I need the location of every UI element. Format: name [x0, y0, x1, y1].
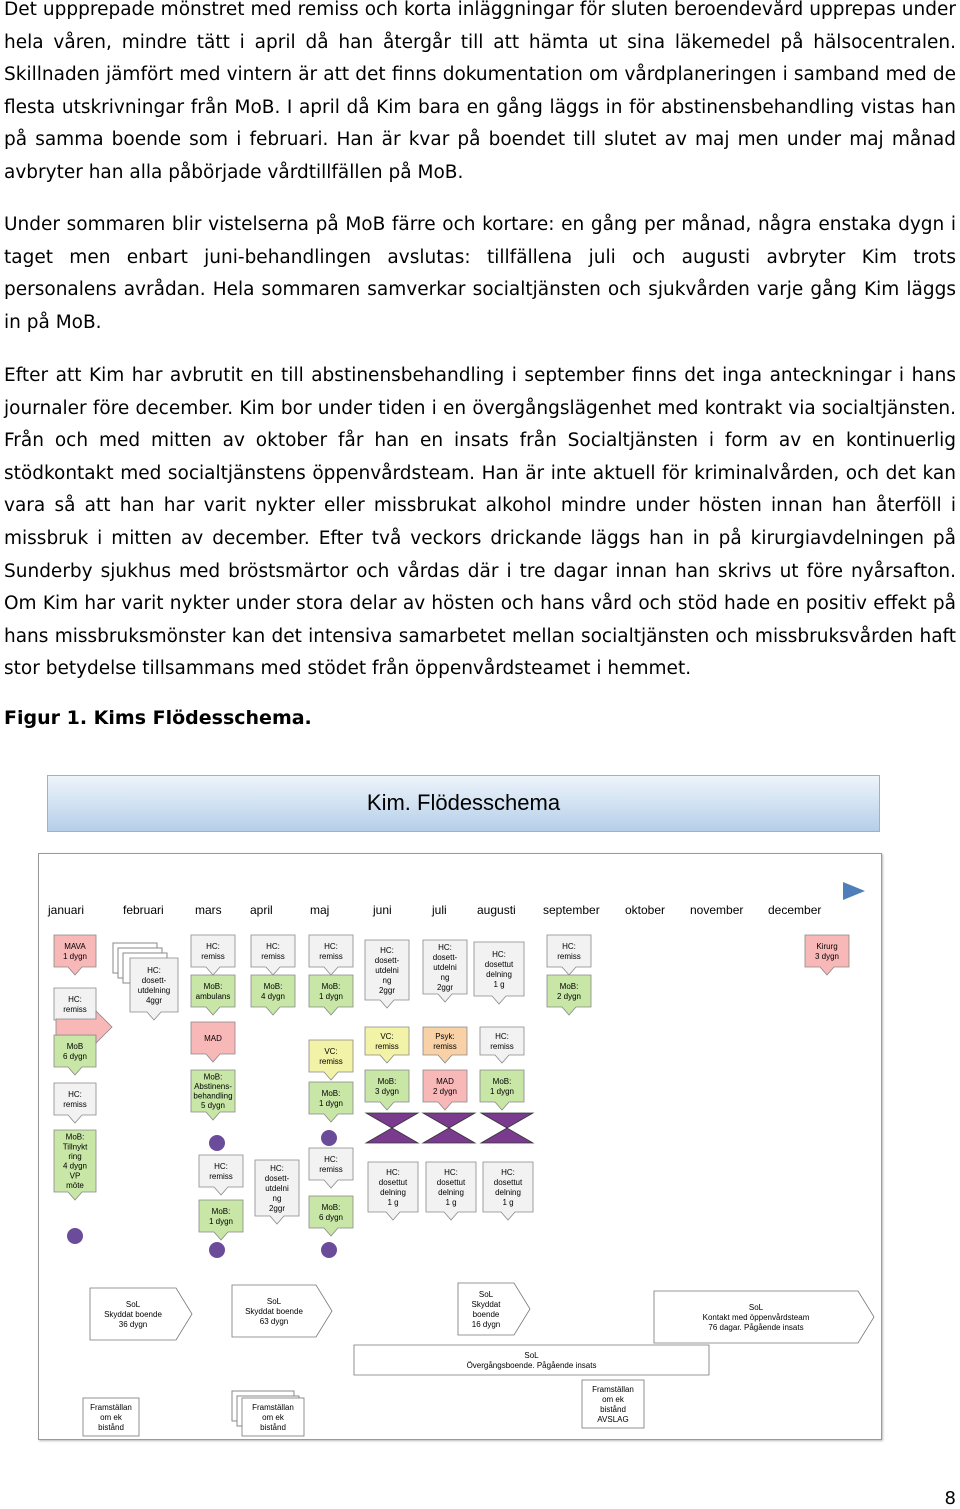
- flow-callout-box: [309, 1040, 353, 1080]
- flow-callout-box: [480, 1070, 524, 1110]
- flow-box-line: MoB:: [203, 982, 223, 991]
- flow-box-line: 1 dygn: [62, 952, 88, 961]
- flow-box-line: möte: [66, 1181, 84, 1190]
- purple-circle-marker: [321, 1242, 337, 1258]
- flow-box-line: 3 dygn: [814, 952, 840, 961]
- flow-box-line: VC:: [324, 1047, 338, 1056]
- flow-box-line: HC:: [324, 1155, 338, 1164]
- flow-box-line: 2ggr: [378, 986, 396, 995]
- flow-box-line: delning: [486, 970, 512, 979]
- flow-callout-box: [54, 1083, 96, 1123]
- sol-arrow-line: SoL: [125, 1300, 141, 1309]
- flow-box-line: 4ggr: [145, 996, 163, 1005]
- flow-callout-box: [365, 1027, 409, 1063]
- month-label: december: [768, 903, 822, 917]
- sol-arrow-line: Övergångsboende. Pågående insats: [466, 1361, 597, 1370]
- request-box: [582, 1380, 644, 1428]
- page-number: 8: [944, 1488, 956, 1509]
- month-label: oktober: [625, 903, 666, 917]
- flow-box-line: MoB:: [263, 982, 283, 991]
- flow-box-line: utdelning: [137, 986, 171, 995]
- timeline-arrow: [40, 882, 865, 900]
- flow-box-line: MoB:: [321, 982, 341, 991]
- flow-box-line: utdelni: [433, 963, 457, 972]
- flow-box-line: dosettut: [493, 1178, 523, 1187]
- flow-box-line: MAD: [436, 1077, 454, 1086]
- request-box-line: Framställan: [252, 1403, 294, 1412]
- sol-arrow: [458, 1283, 530, 1335]
- flow-box-line: 1 g: [493, 980, 505, 989]
- flow-box-line: ng: [382, 976, 392, 985]
- flow-box-line: 3 dygn: [374, 1087, 400, 1096]
- flow-callout-box: [191, 1022, 235, 1062]
- sol-arrow-line: SoL: [478, 1290, 494, 1299]
- request-box-line: om ek: [100, 1413, 122, 1422]
- figure-caption: Figur 1. Kims Flödesschema.: [4, 707, 312, 729]
- flow-box-line: HC:: [492, 950, 506, 959]
- flow-box-line: remiss: [319, 1057, 343, 1066]
- flow-box-line: HC:: [562, 942, 576, 951]
- flow-box-line: MoB:: [65, 1132, 85, 1142]
- flow-box-line: MoB:: [377, 1077, 397, 1086]
- flow-box-line: HC:: [206, 942, 220, 951]
- flow-box-line: 1 dygn: [318, 992, 344, 1001]
- flow-box-line: ring: [68, 1152, 82, 1161]
- flow-box-line: MoB:: [321, 1089, 341, 1098]
- flow-box-line: 1 dygn: [208, 1217, 234, 1226]
- flow-box-line: ng: [272, 1194, 282, 1203]
- flow-box-line: 6 dygn: [62, 1052, 88, 1061]
- flow-callout-box: [805, 935, 849, 975]
- request-box: [242, 1398, 304, 1436]
- request-box-line: om ek: [262, 1413, 284, 1422]
- flow-box-line: MoB: [66, 1042, 84, 1051]
- request-box-line: om ek: [602, 1395, 624, 1404]
- purple-circle-marker: [67, 1228, 83, 1244]
- flow-box-line: remiss: [209, 1172, 233, 1181]
- flow-box-line: HC:: [68, 1090, 82, 1099]
- flow-box-line: delning: [380, 1188, 406, 1197]
- sol-arrow-line: Skyddat: [471, 1300, 501, 1309]
- flow-box-line: HC:: [386, 1168, 400, 1177]
- sol-arrow-line: Skyddat boende: [245, 1307, 303, 1316]
- flow-callout-box: [251, 935, 295, 975]
- flow-callout-box: [309, 975, 353, 1015]
- flow-box-line: 1 g: [502, 1198, 514, 1207]
- sol-arrow-line: 16 dygn: [471, 1320, 501, 1329]
- flow-box-line: ng: [440, 973, 450, 982]
- flow-box-line: remiss: [63, 1005, 87, 1014]
- flow-box-line: remiss: [557, 952, 581, 961]
- flow-callout-box: [368, 1162, 418, 1220]
- flow-box-line: 5 dygn: [200, 1101, 226, 1110]
- request-box-line: Framställan: [592, 1385, 634, 1394]
- flow-box-line: delning: [495, 1188, 521, 1197]
- flow-callout-box: [423, 1070, 467, 1110]
- sol-arrow-line: Kontakt med öppenvårdsteam: [702, 1313, 810, 1322]
- flow-box-line: MoB:: [492, 1077, 512, 1086]
- flow-box-line: HC:: [147, 966, 161, 975]
- flow-box-line: 1 g: [445, 1198, 457, 1207]
- flow-callout-box: [199, 1200, 243, 1240]
- purple-circle-marker: [321, 1130, 337, 1146]
- month-label: maj: [310, 903, 330, 917]
- flow-box-line: HC:: [266, 942, 280, 951]
- flow-callout-box: [365, 1070, 409, 1110]
- flow-callout-box: [54, 1130, 96, 1200]
- flow-callout-box: [423, 940, 467, 1002]
- flow-box-line: MoB:: [321, 1203, 341, 1212]
- flow-box-line: HC:: [444, 1168, 458, 1177]
- flow-box-line: VC:: [380, 1032, 394, 1041]
- flow-callout-box: [191, 975, 235, 1015]
- sol-arrow-line: SoL: [266, 1297, 282, 1306]
- hourglass-marker: [423, 1113, 475, 1143]
- flow-box-line: remiss: [63, 1100, 87, 1109]
- flow-callout-box: [191, 1070, 235, 1120]
- flow-callout-box: [480, 1027, 524, 1063]
- flow-box-line: remiss: [375, 1042, 399, 1051]
- flow-callout-box: [54, 935, 96, 975]
- flow-box-line: remiss: [319, 1165, 343, 1174]
- flow-callout-box: [547, 975, 591, 1015]
- flow-box-line: HC:: [501, 1168, 515, 1177]
- month-label: februari: [123, 903, 164, 917]
- request-box-line: bistånd: [600, 1405, 626, 1414]
- flow-callout-box: [309, 935, 353, 975]
- flow-box-line: MAD: [204, 1034, 222, 1043]
- sol-arrow-line: Skyddat boende: [104, 1310, 162, 1319]
- flow-box-line: utdelni: [375, 966, 399, 975]
- sol-arrow: [232, 1285, 332, 1337]
- flow-box-line: Psyk:: [435, 1032, 455, 1041]
- flow-callout-box: [309, 1196, 353, 1236]
- flow-box-line: behandling: [193, 1091, 233, 1101]
- flow-box-line: VP: [69, 1171, 81, 1181]
- flowchart-title: Kim. Flödesschema: [366, 790, 561, 815]
- sol-arrow: [654, 1291, 874, 1343]
- month-label: november: [690, 903, 744, 917]
- hourglass-marker: [366, 1113, 418, 1143]
- month-label: augusti: [477, 903, 516, 917]
- month-label: september: [543, 903, 600, 917]
- flow-box-line: dosett-: [432, 953, 458, 962]
- flow-box-line: MAVA: [64, 942, 86, 951]
- month-label: juli: [432, 903, 447, 917]
- flow-box-line: dosett-: [374, 956, 400, 965]
- sol-arrow-line: SoL: [524, 1351, 539, 1360]
- flow-box-line: Kirurg: [816, 942, 838, 951]
- flow-box-line: delning: [438, 1188, 464, 1197]
- flow-box-line: 2ggr: [436, 983, 454, 992]
- flow-box-line: 4 dygn: [62, 1161, 88, 1171]
- flow-box-line: 2ggr: [268, 1204, 286, 1213]
- flow-callout-box: [251, 975, 295, 1015]
- flow-box-line: utdelni: [265, 1184, 289, 1193]
- sol-arrow: [90, 1288, 192, 1340]
- flow-box-line: 4 dygn: [260, 992, 286, 1001]
- sol-arrow-line: 63 dygn: [259, 1317, 289, 1326]
- month-label: januari: [48, 903, 85, 917]
- flow-box-line: remiss: [490, 1042, 514, 1051]
- flow-box-line: HC:: [270, 1164, 284, 1173]
- flow-callout-box: [483, 1162, 533, 1220]
- month-label: mars: [195, 903, 222, 917]
- flow-box-line: remiss: [201, 952, 225, 961]
- flow-box-line: ambulans: [195, 992, 231, 1001]
- flow-callout-box: [547, 935, 591, 975]
- sol-arrow-line: boende: [472, 1310, 500, 1319]
- flow-box-line: MoB:: [211, 1207, 231, 1216]
- flow-box-line: 6 dygn: [318, 1213, 344, 1222]
- flow-box-line: HC:: [495, 1032, 509, 1041]
- sol-arrow-line: 76 dagar. Pågående insats: [708, 1323, 804, 1332]
- request-box: [83, 1398, 139, 1436]
- flow-box-line: HC:: [380, 946, 394, 955]
- flow-box-line: HC:: [214, 1162, 228, 1171]
- flow-callout-box: [426, 1162, 476, 1220]
- flow-box-line: dosett-: [141, 976, 167, 985]
- request-box-line: bistånd: [98, 1423, 124, 1432]
- flow-box-line: MoB:: [559, 982, 579, 991]
- flow-callout-box: [255, 1160, 299, 1224]
- month-label: juni: [373, 903, 392, 917]
- flow-callout-box: [423, 1027, 467, 1063]
- flow-box-line: dosettut: [484, 960, 514, 969]
- flow-callout-box: [199, 1155, 243, 1195]
- month-label: april: [250, 903, 273, 917]
- flow-callout-box: [309, 1082, 353, 1122]
- flow-callout-box: [130, 958, 178, 1020]
- flow-callout-box: [54, 1035, 96, 1075]
- flow-box-line: remiss: [433, 1042, 457, 1051]
- flow-box-line: dosett-: [264, 1174, 290, 1183]
- sol-arrow-line: 36 dygn: [118, 1320, 148, 1329]
- flow-box-line: Tillnykt: [62, 1142, 88, 1152]
- flow-box-line: HC:: [438, 943, 452, 952]
- sol-arrow: [354, 1345, 709, 1375]
- request-box-line: Framställan: [90, 1403, 132, 1412]
- flow-box-line: HC:: [68, 995, 82, 1004]
- flow-box-line: 1 dygn: [489, 1087, 515, 1096]
- paragraph-3: Efter att Kim har avbrutit en till abstinensbehandling i september finns det inga anteckningar i hans journaler före december. Kim bor under tiden i en övergångslägenhet med kontrakt via socialtjänsten. Från och med mitten av oktober får han en insats från Socialtjänsten i form av en kontinuerlig stödkontakt med socialtjänstens öppenvårdsteam. Han är inte aktuell för kriminalvården, och det kan vara så att han har varit nykter eller missbrukat alkohol mindre under hösten innan han återföll i missbruk i mitten av december. Efter två veckors drickande läggs han in på kirurgiavdelningen på Sunderby sjukhus med bröstsmärtor och vårdas där i tre dagar innan han skrivs ut före nyårsafton. Om Kim har varit nykter under stora delar av hösten och hans vård och stöd hade en positiv effekt på hans missbruksmönster kan det intensiva samarbetet mellan socialtjänsten och missbruksvården haft stor betydelse tillsammans med stödet från öppenvårdsteamet i hemmet.: [4, 365, 956, 680]
- flow-box-line: dosettut: [436, 1178, 466, 1187]
- paragraph-1: Det uppprepade mönstret med remiss och korta inläggningar för sluten beroendevård upprepas under hela våren, mindre tätt i april då han återgår till att hämta ut sina läkemedel på hälsocentralen. Skillnaden jämfört med vintern är att det finns dokumentation om vårdplaneringen i samband med de flesta utskrivningar från MoB. I april då Kim bara en gång läggs in för abstinensbehandling vistas han på samma boende som i februari. Han är kvar på boendet till slutet av maj men under maj månad avbryter han alla påbörjade vårdtillfällen på MoB.: [4, 0, 956, 183]
- flow-box-line: dosettut: [378, 1178, 408, 1187]
- request-box-line: AVSLAG: [597, 1415, 629, 1424]
- flow-box-line: HC:: [324, 942, 338, 951]
- flow-box-line: remiss: [319, 952, 343, 961]
- paragraph-2: Under sommaren blir vistelserna på MoB färre och kortare: en gång per månad, några enstaka dygn i taget men enbart juni-behandlingen avslutas: tillfällena juli och augusti avbryter Kim trots personalens avrådan. Hela sommaren samverkar socialtjänsten och sjukvården varje gång Kim läggs in på MoB.: [4, 214, 956, 333]
- purple-circle-marker: [209, 1135, 225, 1151]
- flow-box-line: 1 dygn: [318, 1099, 344, 1108]
- purple-circle-marker: [209, 1242, 225, 1258]
- flow-box-line: MoB:: [203, 1072, 223, 1082]
- flow-callout-box: [191, 935, 235, 975]
- flow-box-line: Abstinens-: [194, 1082, 232, 1091]
- flow-box-line: 2 dygn: [432, 1087, 458, 1096]
- request-box-line: bistånd: [260, 1423, 286, 1432]
- hourglass-marker: [481, 1113, 533, 1143]
- flow-callout-box: [309, 1148, 353, 1188]
- flow-box-line: remiss: [261, 952, 285, 961]
- flow-box-line: 1 g: [387, 1198, 399, 1207]
- flow-callout-box: [365, 940, 409, 1008]
- flow-box-line: 2 dygn: [556, 992, 582, 1001]
- flow-callout-box: [474, 942, 524, 1004]
- sol-arrow-line: SoL: [748, 1303, 764, 1312]
